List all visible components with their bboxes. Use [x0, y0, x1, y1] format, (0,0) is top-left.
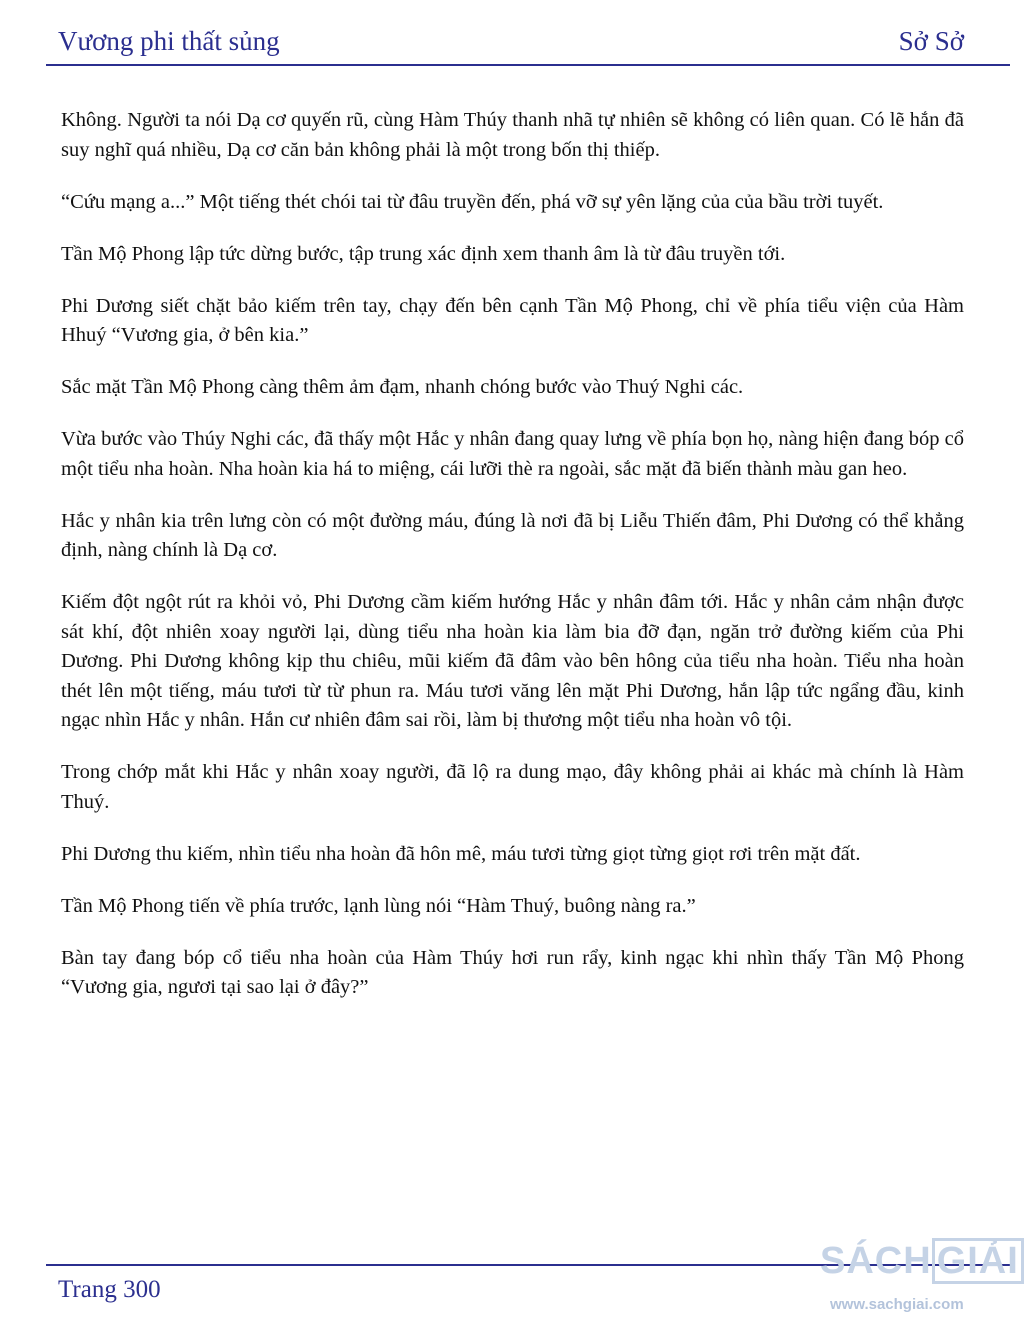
- page-header: [46, 0, 1010, 66]
- paragraph: Phi Dương siết chặt bảo kiếm trên tay, chạy đến bên cạnh Tần Mộ Phong, chỉ về phía tiểu viện của Hàm Hhuý “Vương gia, ở bên kia.”: [61, 294, 964, 346]
- paragraph: Tần Mộ Phong tiến về phía trước, lạnh lùng nói “Hàm Thuý, buông nàng ra.”: [61, 894, 696, 917]
- paragraph: Sắc mặt Tần Mộ Phong càng thêm ảm đạm, nhanh chóng bước vào Thuý Nghi các.: [61, 376, 744, 398]
- paragraph: Vừa bước vào Thúy Nghi các, đã thấy một Hắc y nhân đang quay lưng về phía bọn họ, nàng hiện đang bóp cổ một tiểu nha hoàn. Nha hoàn kia há to miệng, cái lưỡi thè ra ngoài, sắc mặt đã biến thành màu gan heo.: [61, 428, 964, 480]
- paragraph: Không. Người ta nói Dạ cơ quyến rũ, cùng Hàm Thúy thanh nhã tự nhiên sẽ không có liên quan. Có lẽ hắn đã suy nghĩ quá nhiều, Dạ cơ căn bản không phải là một trong bốn thị thiếp.: [61, 109, 964, 161]
- paragraph: Hắc y nhân kia trên lưng còn có một đường máu, đúng là nơi đã bị Liễu Thiến đâm, Phi Dương có thể khẳng định, nàng chính là Dạ cơ.: [61, 509, 964, 561]
- author-name: Sở Sở: [898, 26, 964, 56]
- header-divider: [46, 64, 1010, 66]
- paragraph: Bàn tay đang bóp cổ tiểu nha hoàn của Hàm Thúy hơi run rẩy, kinh ngạc khi nhìn thấy Tần Mộ Phong “Vương gia, ngươi tại sao lại ở đây?”: [61, 946, 964, 998]
- watermark-logo: [820, 1238, 1024, 1284]
- paragraph: Phi Dương thu kiếm, nhìn tiểu nha hoàn đã hôn mê, máu tươi từng giọt từng giọt rơi trên mặt đất.: [61, 842, 861, 865]
- watermark-url: www.sachgiai.com: [830, 1296, 964, 1313]
- paragraph: Kiếm đột ngột rút ra khỏi vỏ, Phi Dương cầm kiếm hướng Hắc y nhân đâm tới. Hắc y nhân cảm nhận được sát khí, đột nhiên xoay người lại, dùng tiểu nha hoàn kia làm bia đỡ đạn, ngăn trở đường kiếm của Phi Dương. Phi Dương không kịp thu chiêu, mũi kiếm đã đâm vào bên hông của tiểu nha hoàn. Tiểu nha hoàn thét lên một tiếng, máu tươi từ từ phun ra. Máu tươi văng lên mặt Phi Dương, hắn lập tức ngẩng đầu, kinh ngạc nhìn Hắc y nhân. Hắn cư nhiên đâm sai rồi, làm bị thương một tiểu nha hoàn vô tội.: [61, 591, 964, 731]
- page-number: Trang 300: [58, 1276, 161, 1303]
- watermark-logo-text: SÁCH: [820, 1240, 932, 1282]
- paragraph: Trong chớp mắt khi Hắc y nhân xoay người, đã lộ ra dung mạo, đây không phải ai khác mà chính là Hàm Thuý.: [61, 761, 964, 813]
- watermark-logo-box: GIẢI: [932, 1238, 1024, 1284]
- page-body: [61, 106, 964, 1025]
- paragraph: “Cứu mạng a...” Một tiếng thét chói tai từ đâu truyền đến, phá vỡ sự yên lặng của của bầu trời tuyết.: [61, 190, 884, 213]
- watermark: [820, 1238, 1020, 1318]
- paragraph: Tần Mộ Phong lập tức dừng bước, tập trung xác định xem thanh âm là từ đâu truyền tới.: [61, 242, 786, 265]
- book-title: Vương phi thất sủng: [58, 26, 280, 56]
